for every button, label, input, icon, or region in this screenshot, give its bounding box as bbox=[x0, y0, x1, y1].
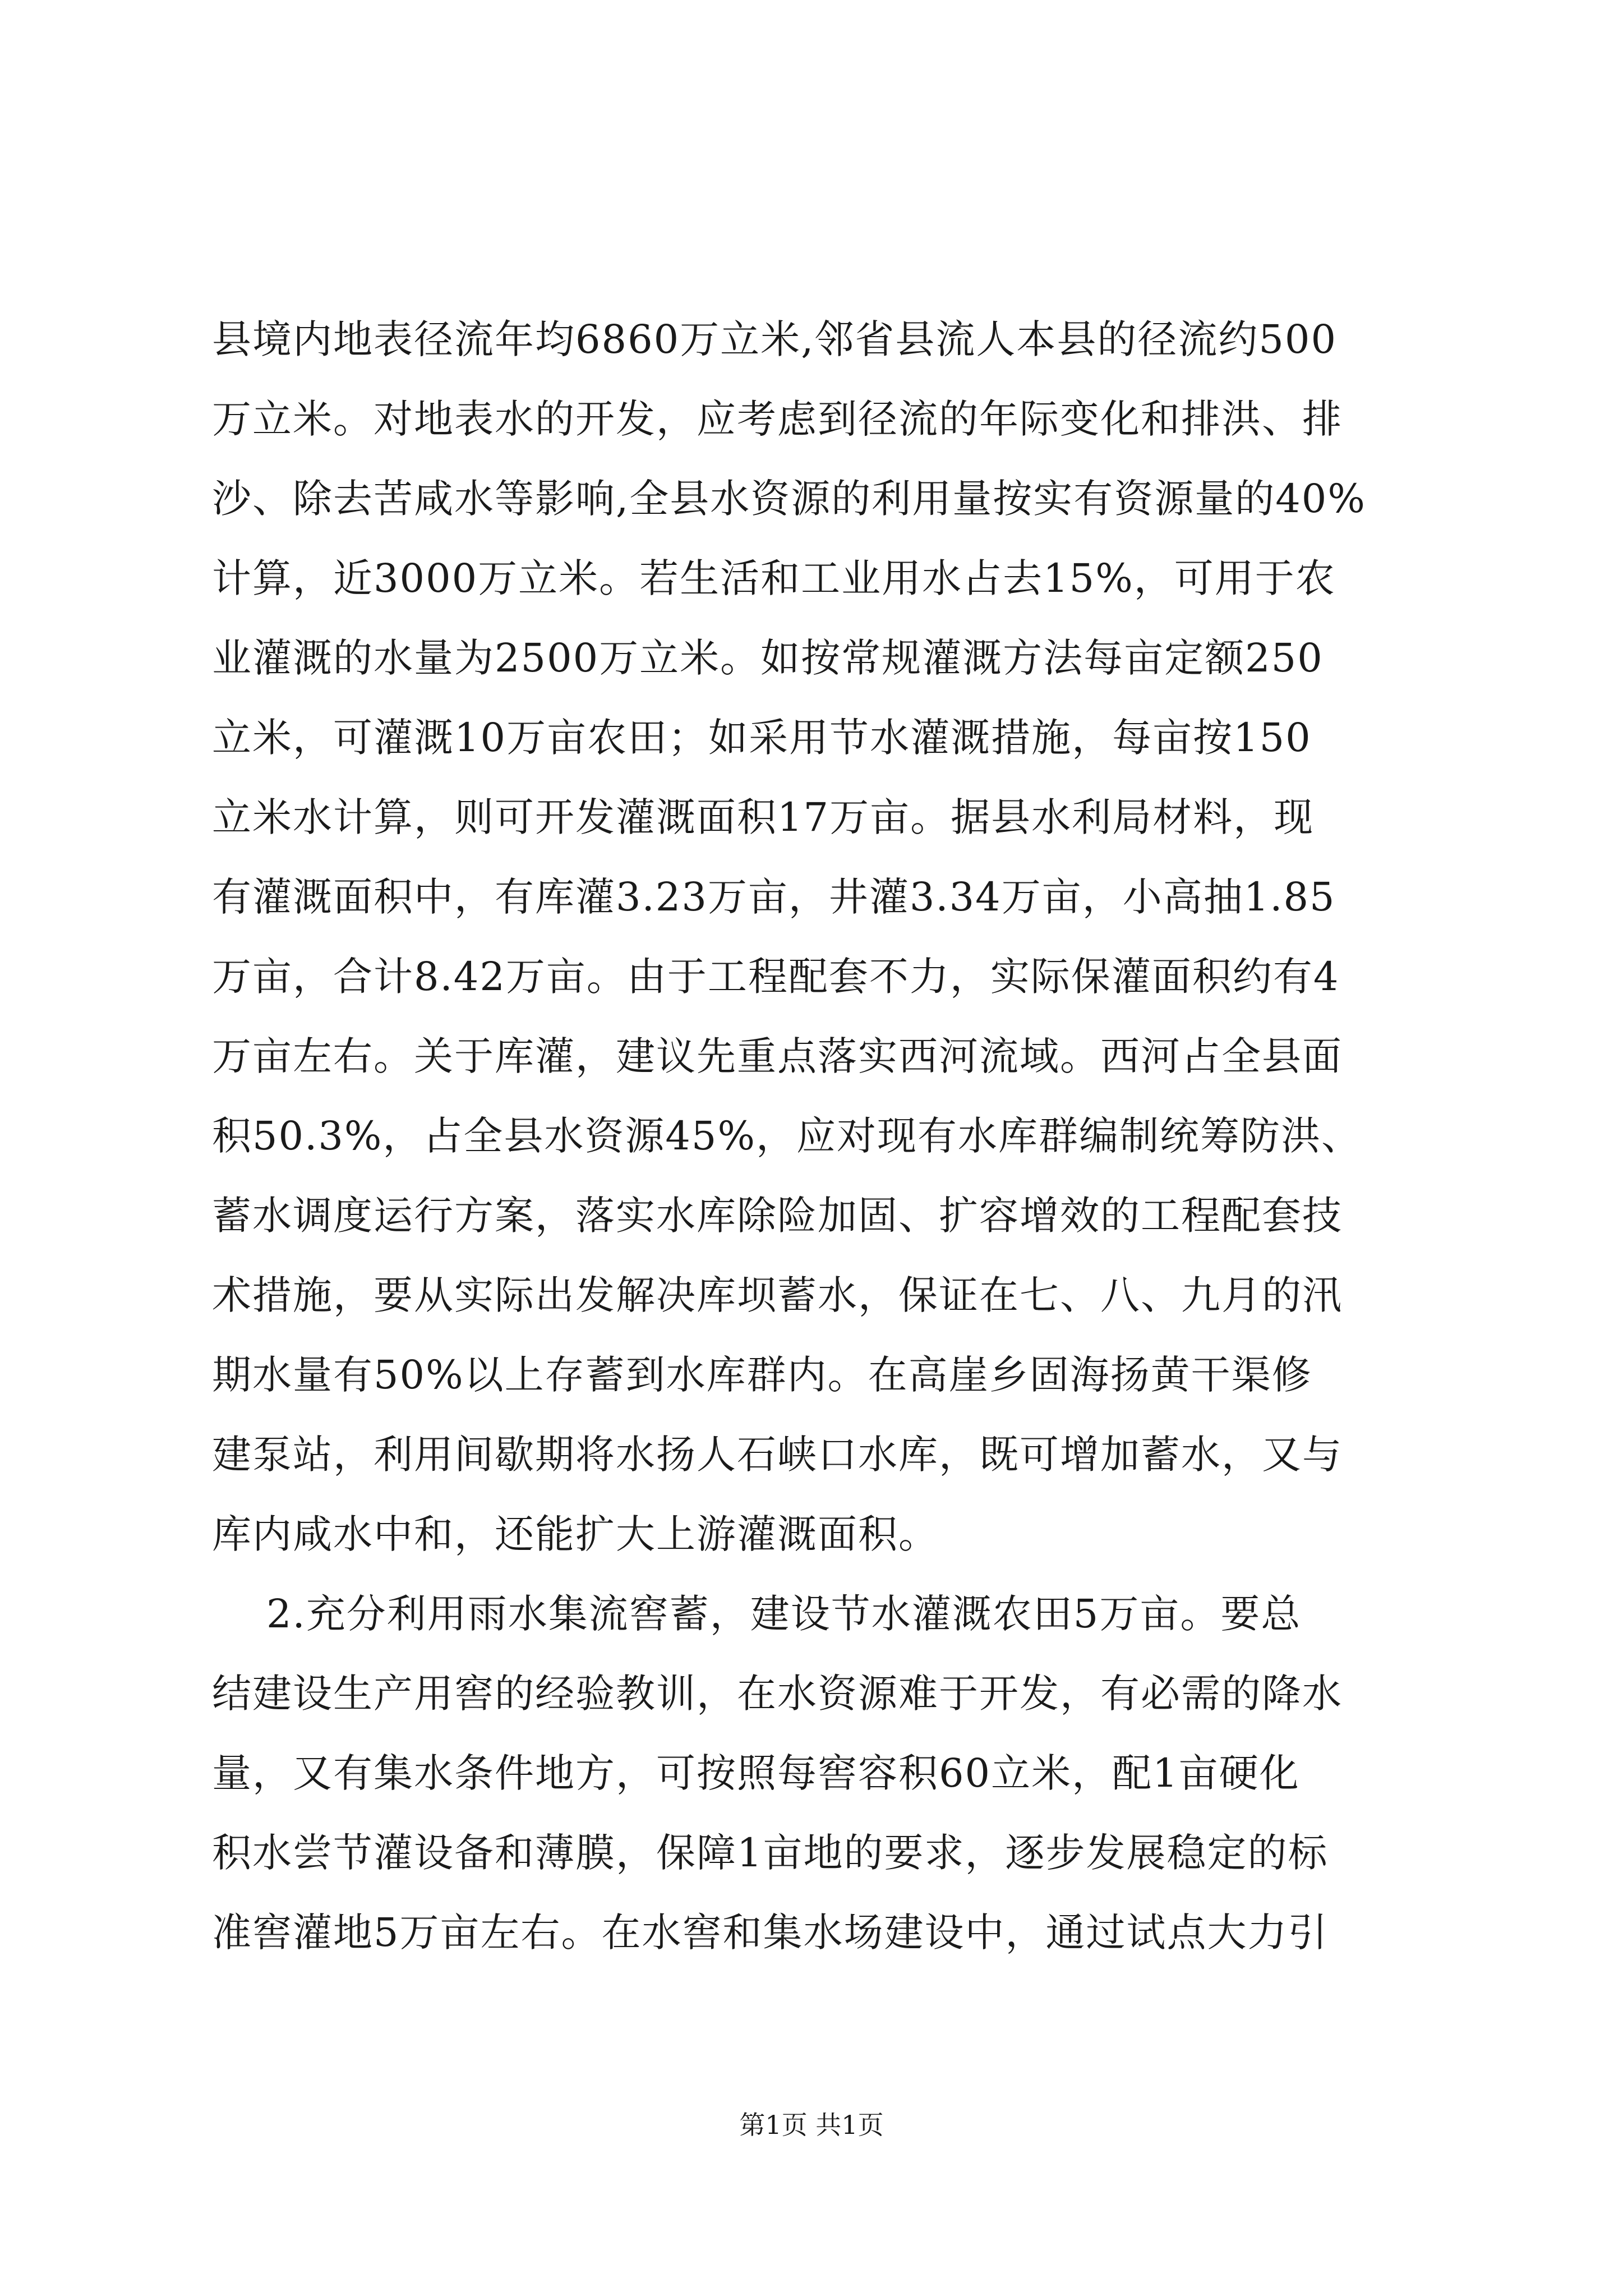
text-line: 沙、除去苦咸水等影响,全县水资源的利用量按实有资源量的40% bbox=[212, 476, 1366, 522]
text-line: 2.充分利用雨水集流窖蓄，建设节水灌溉农田5万亩。要总 bbox=[212, 1591, 1302, 1637]
page-footer: 第1页 共1页 bbox=[739, 2110, 884, 2140]
text-line: 积50.3%，占全县水资源45%，应对现有水库群编制统筹防洪、 bbox=[212, 1113, 1362, 1159]
text-line: 万亩左右。关于库灌，建议先重点落实西河流域。西河占全县面 bbox=[212, 1033, 1343, 1079]
text-line: 计算，近3000万立米。若生活和工业用水占去15%，可用于农 bbox=[212, 555, 1336, 601]
text-line: 万立米。对地表水的开发，应考虑到径流的年际变化和排洪、排 bbox=[212, 396, 1343, 442]
text-line: 结建设生产用窖的经验教训，在水资源难于开发，有必需的降水 bbox=[212, 1671, 1343, 1717]
text-line: 立米，可灌溉10万亩农田；如采用节水灌溉措施，每亩按150 bbox=[212, 715, 1312, 761]
text-line: 术措施，要从实际出发解决库坝蓄水，保证在七、八、九月的汛 bbox=[212, 1272, 1343, 1318]
text-line: 积水尝节灌设备和薄膜，保障1亩地的要求，逐步发展稳定的标 bbox=[212, 1830, 1329, 1876]
text-line: 万亩，合计8.42万亩。由于工程配套不力，实际保灌面积约有4 bbox=[212, 954, 1340, 1000]
text-line: 期水量有50%以上存蓄到水库群内。在高崖乡固海扬黄干渠修 bbox=[212, 1352, 1312, 1398]
text-line: 有灌溉面积中，有库灌3.23万亩，井灌3.34万亩，小高抽1.85 bbox=[212, 874, 1336, 920]
text-line: 蓄水调度运行方案，落实水库除险加固、扩容增效的工程配套技 bbox=[212, 1193, 1343, 1239]
text-line: 库内咸水中和，还能扩大上游灌溉面积。 bbox=[212, 1511, 939, 1557]
text-line: 量，又有集水条件地方，可按照每窖容积60立米，配1亩硬化 bbox=[212, 1750, 1300, 1796]
text-line: 建泵站，利用间歇期将水扬人石峡口水库，既可增加蓄水，又与 bbox=[212, 1432, 1343, 1478]
text-line: 业灌溉的水量为2500万立米。如按常规灌溉方法每亩定额250 bbox=[212, 635, 1324, 681]
text-line: 立米水计算，则可开发灌溉面积17万亩。据县水利局材料，现 bbox=[212, 794, 1315, 840]
text-line: 准窖灌地5万亩左右。在水窖和集水场建设中，通过试点大力引 bbox=[212, 1910, 1329, 1955]
text-line: 县境内地表径流年均6860万立米,邻省县流人本县的径流约500 bbox=[212, 316, 1338, 362]
